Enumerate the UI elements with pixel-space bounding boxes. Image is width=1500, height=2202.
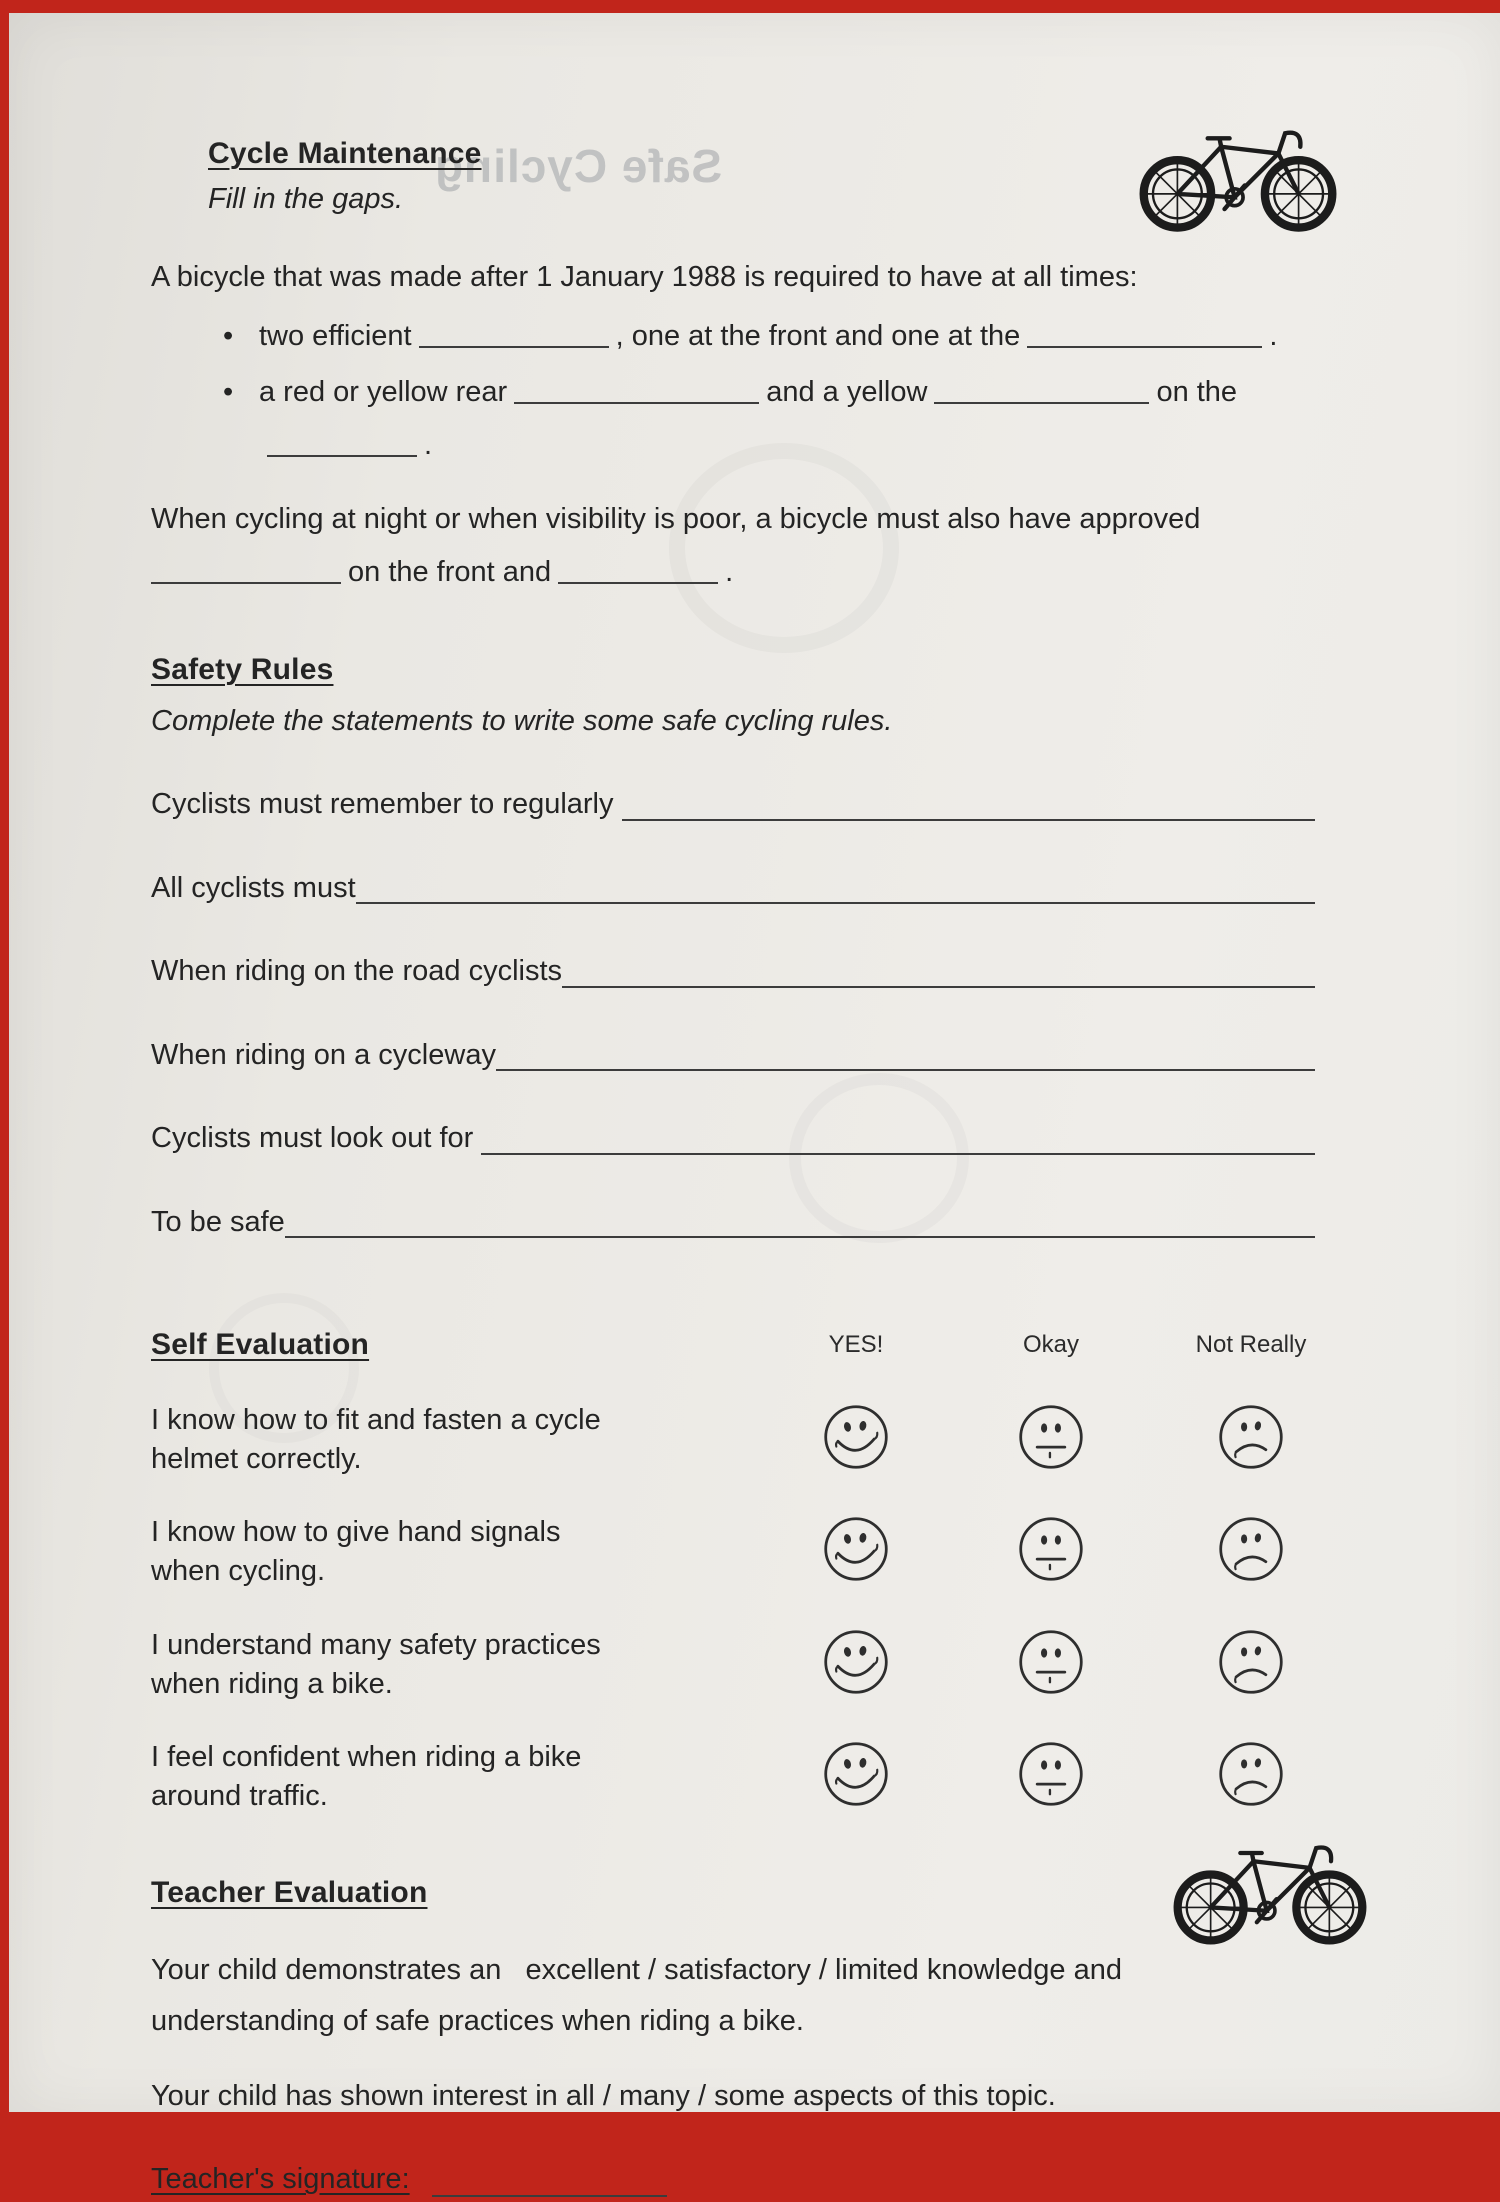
rating-cell bbox=[951, 1740, 1151, 1808]
self-eval-statement: I feel confident when riding a bike around traffic. bbox=[151, 1740, 582, 1812]
teacher-eval-interest-text: Your child has shown interest in all / many / some aspects of this topic. bbox=[151, 2079, 1056, 2112]
safety-rule-label: When riding on the road cyclists bbox=[151, 955, 563, 987]
sad-face-icon[interactable] bbox=[1217, 1515, 1285, 1583]
safety-rules-instruction: Complete the statements to write some safe cycling rules. bbox=[151, 704, 893, 737]
rating-cell bbox=[951, 1628, 1151, 1696]
teacher-evaluation-section bbox=[151, 1870, 1355, 2202]
night-rule-text: When cycling at night or when visibility is poor, a bicycle must also have approved bbox=[151, 502, 1201, 535]
safety-rule-line bbox=[151, 1034, 1315, 1078]
bleed-through-text: Safe Cycling bbox=[434, 140, 723, 192]
rating-cell bbox=[761, 1740, 951, 1808]
self-evaluation-section bbox=[151, 1322, 1355, 1816]
blank-field[interactable] bbox=[419, 319, 609, 348]
rating-cell bbox=[1151, 1740, 1351, 1808]
blank-field[interactable] bbox=[356, 902, 1315, 904]
worksheet-header bbox=[208, 131, 1355, 222]
neutral-face-icon[interactable] bbox=[1017, 1403, 1085, 1471]
rating-cell bbox=[761, 1515, 951, 1583]
rating-cell bbox=[1151, 1403, 1351, 1471]
sad-face-icon[interactable] bbox=[1217, 1403, 1285, 1471]
maintenance-section bbox=[151, 256, 1355, 595]
rating-cell bbox=[761, 1628, 951, 1696]
blank-field[interactable] bbox=[934, 375, 1149, 404]
blank-field[interactable] bbox=[562, 986, 1315, 988]
blank-field[interactable] bbox=[622, 819, 1316, 821]
safety-rules-heading: Safety Rules bbox=[151, 652, 334, 686]
rating-cell bbox=[1151, 1515, 1351, 1583]
bullet-text: , one at the front and one at the bbox=[615, 320, 1021, 352]
rating-cell bbox=[951, 1515, 1151, 1583]
night-rule-text: on the front and bbox=[348, 556, 552, 588]
safety-rule-label: All cyclists must bbox=[151, 871, 356, 904]
blank-field[interactable] bbox=[151, 555, 341, 584]
night-rule-text: . bbox=[725, 556, 734, 588]
column-header-yes: YES! bbox=[828, 1331, 884, 1358]
blank-field[interactable] bbox=[558, 555, 718, 584]
neutral-face-icon[interactable] bbox=[1017, 1740, 1085, 1808]
bullet-text: . bbox=[424, 429, 433, 461]
bullet-text: and a yellow bbox=[766, 375, 928, 408]
page-title: Cycle Maintenance bbox=[208, 137, 482, 170]
blank-field[interactable] bbox=[514, 375, 759, 404]
blank-field[interactable] bbox=[481, 1153, 1315, 1155]
bullet-item bbox=[223, 371, 1355, 415]
safety-rules-section bbox=[151, 647, 1355, 1245]
rating-cell bbox=[761, 1403, 951, 1471]
column-header-not-really: Not Really bbox=[1195, 1331, 1307, 1358]
safety-rule-label: Cyclists must look out for bbox=[151, 1122, 474, 1154]
worksheet-page bbox=[9, 13, 1500, 2196]
bullet-text: a red or yellow rear bbox=[259, 375, 508, 408]
self-eval-statement: I understand many safety practices when riding a bike. bbox=[151, 1628, 601, 1700]
safety-rule-line bbox=[151, 783, 1315, 827]
signature-label: Teacher's signature: bbox=[151, 2163, 410, 2196]
rating-cell bbox=[951, 1403, 1151, 1471]
self-evaluation-heading: Self Evaluation bbox=[151, 1328, 370, 1361]
safety-rule-label: Cyclists must remember to regularly bbox=[151, 788, 614, 820]
happy-face-icon[interactable] bbox=[822, 1403, 890, 1471]
signature-blank-field[interactable] bbox=[432, 2195, 667, 2197]
teacher-eval-knowledge-text: Your child demonstrates an excellent / satisfactory / limited knowledge and understanding of safe practices when riding a bike. bbox=[151, 1954, 1131, 2037]
signature-row bbox=[151, 2158, 1355, 2202]
happy-face-icon[interactable] bbox=[822, 1515, 890, 1583]
intro-text: A bicycle that was made after 1 January 1988 is required to have at all times: bbox=[151, 260, 1138, 293]
teacher-evaluation-heading: Teacher Evaluation bbox=[151, 1876, 428, 1910]
safety-rule-line bbox=[151, 950, 1315, 994]
bullet-text: . bbox=[1269, 320, 1278, 352]
blank-field[interactable] bbox=[285, 1236, 1315, 1238]
page-subtitle: Fill in the gaps. bbox=[208, 183, 404, 215]
blank-field[interactable] bbox=[1027, 319, 1262, 348]
happy-face-icon[interactable] bbox=[822, 1740, 890, 1808]
bullet-continuation bbox=[267, 424, 1355, 468]
bullet-text: on the bbox=[1156, 375, 1238, 408]
sad-face-icon[interactable] bbox=[1217, 1740, 1285, 1808]
blank-field[interactable] bbox=[496, 1069, 1315, 1071]
sad-face-icon[interactable] bbox=[1217, 1628, 1285, 1696]
neutral-face-icon[interactable] bbox=[1017, 1628, 1085, 1696]
safety-rule-line bbox=[151, 1117, 1315, 1161]
safety-rule-line bbox=[151, 867, 1315, 911]
blank-field[interactable] bbox=[267, 428, 417, 457]
column-header-okay: Okay bbox=[1022, 1331, 1079, 1358]
happy-face-icon[interactable] bbox=[822, 1628, 890, 1696]
bullet-text: two efficient bbox=[259, 320, 412, 352]
safety-rule-label: When riding on a cycleway bbox=[151, 1038, 496, 1071]
safety-rule-line bbox=[151, 1201, 1315, 1245]
self-eval-statement: I know how to fit and fasten a cycle helmet correctly. bbox=[151, 1404, 601, 1476]
rating-cell bbox=[1151, 1628, 1351, 1696]
night-rule-gaps bbox=[151, 551, 1355, 595]
bullet-item bbox=[223, 315, 1355, 359]
neutral-face-icon[interactable] bbox=[1017, 1515, 1085, 1583]
self-eval-statement: I know how to give hand signals when cycling. bbox=[151, 1516, 561, 1588]
safety-rule-label: To be safe bbox=[151, 1205, 285, 1238]
